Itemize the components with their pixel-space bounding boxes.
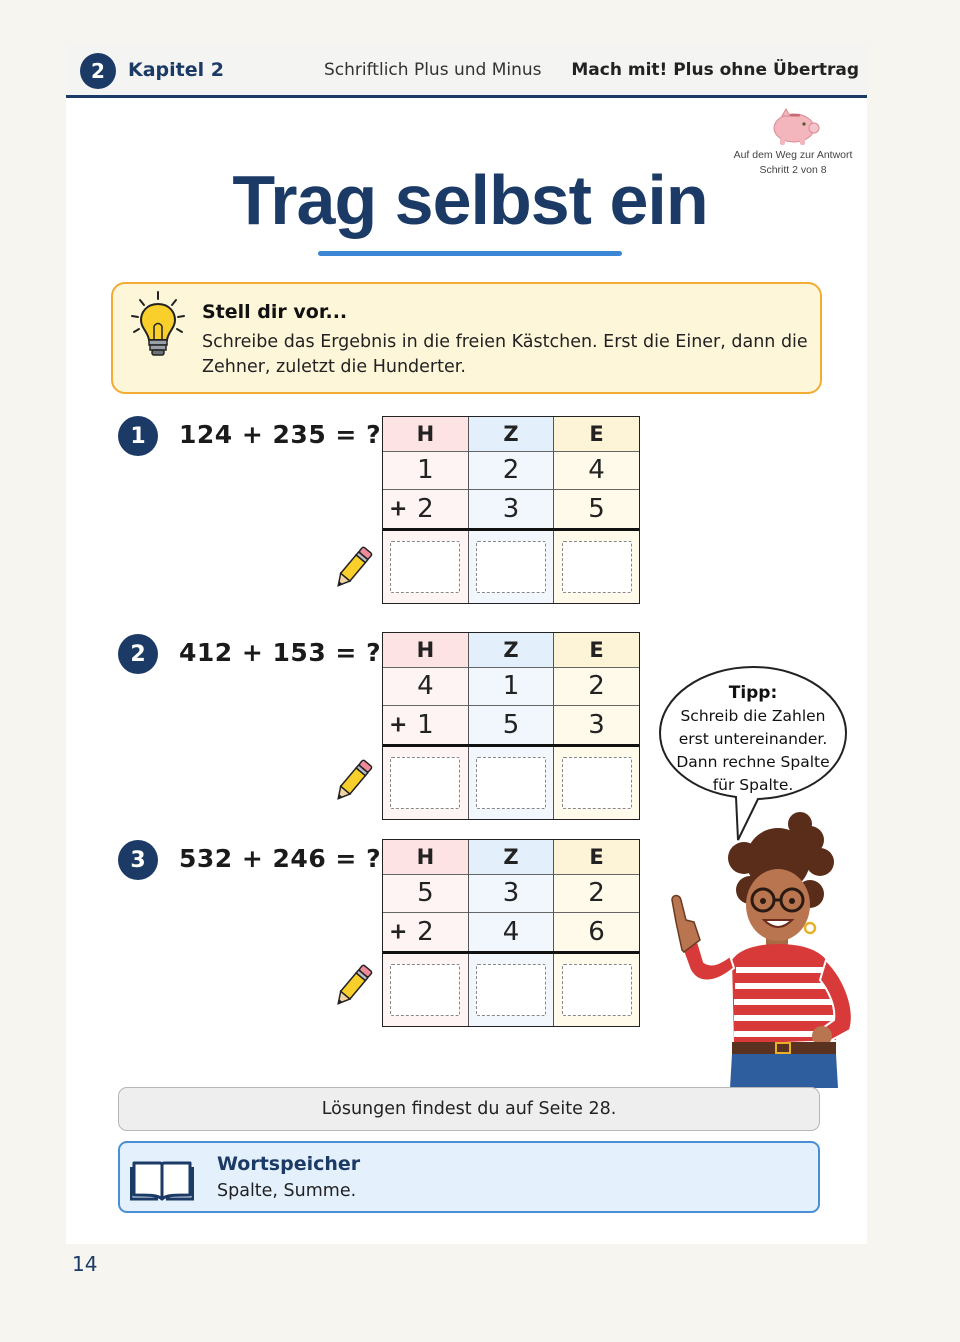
progress-line-1: Auf dem Weg zur Antwort [733, 149, 853, 161]
pencil-icon [328, 543, 378, 593]
lightbulb-icon [127, 290, 189, 360]
digit-cell: 3 [468, 874, 553, 912]
task-number-badge: 1 [118, 416, 158, 456]
digit-cell: 6 [554, 912, 639, 952]
chapter-number-badge: 2 [80, 53, 116, 89]
column-header-h: H [383, 840, 468, 874]
section-title: Mach mit! Plus ohne Übertrag [571, 60, 859, 80]
chapter-label: Kapitel 2 [128, 59, 224, 81]
digit-cell: 1 [383, 451, 468, 489]
tip-line: erst untereinander. [678, 730, 828, 748]
digit-cell: 4 [383, 667, 468, 705]
answer-cell-z [468, 745, 553, 819]
digit-cell: 4 [468, 912, 553, 952]
column-header-z: Z [468, 417, 553, 451]
digit-cell [383, 705, 468, 745]
title-underline [318, 251, 622, 256]
tip-text [660, 682, 846, 797]
answer-box-hundreds[interactable] [390, 757, 460, 809]
pencil-icon [328, 756, 378, 806]
chapter-header [66, 44, 867, 98]
digit: 2 [417, 916, 434, 947]
column-header-z: Z [468, 840, 553, 874]
column-header-z: Z [468, 633, 553, 667]
digit-cell: 2 [468, 451, 553, 489]
digit: 1 [417, 709, 434, 740]
answer-box-ones[interactable] [562, 541, 632, 593]
tip-line: Schreib die Zahlen [680, 707, 826, 725]
task-equation: 532 + 246 = ? [179, 844, 382, 873]
word-store-box [118, 1141, 820, 1213]
column-header-e: E [554, 417, 639, 451]
digit-cell [383, 912, 468, 952]
tip-line: Dann rechne Spalte [676, 753, 830, 771]
digit-cell: 4 [554, 451, 639, 489]
girl-illustration [660, 810, 860, 1088]
page-number: 14 [72, 1252, 98, 1276]
digit-cell: 5 [383, 874, 468, 912]
hint-box [111, 282, 822, 394]
digit-cell: 5 [468, 705, 553, 745]
digit-cell: 5 [554, 489, 639, 529]
task-equation: 124 + 235 = ? [179, 420, 382, 449]
chapter-topic: Schriftlich Plus und Minus [324, 60, 542, 80]
task-number-badge: 3 [118, 840, 158, 880]
digit-cell [383, 489, 468, 529]
digit-cell: 2 [554, 874, 639, 912]
plus-sign: + [389, 712, 408, 737]
place-value-grid [382, 839, 640, 1027]
plus-sign: + [389, 919, 408, 944]
column-header-h: H [383, 633, 468, 667]
hint-title: Stell dir vor... [202, 301, 348, 323]
answer-box-ones[interactable] [562, 964, 632, 1016]
answer-cell-e [554, 745, 639, 819]
task-equation: 412 + 153 = ? [179, 638, 382, 667]
answer-cell-z [468, 529, 553, 603]
answer-cell-e [554, 529, 639, 603]
digit-cell: 2 [554, 667, 639, 705]
answer-box-hundreds[interactable] [390, 541, 460, 593]
answer-cell-h [383, 952, 468, 1026]
answer-box-tens[interactable] [476, 541, 546, 593]
tip-line: für Spalte. [712, 776, 794, 794]
digit-cell: 3 [554, 705, 639, 745]
digit-cell: 1 [468, 667, 553, 705]
answer-box-tens[interactable] [476, 757, 546, 809]
page-title: Trag selbst ein [232, 161, 708, 239]
progress-line-2: Schritt 2 von 8 [759, 164, 827, 176]
answer-cell-z [468, 952, 553, 1026]
answer-cell-h [383, 529, 468, 603]
answer-box-ones[interactable] [562, 757, 632, 809]
column-header-h: H [383, 417, 468, 451]
open-book-icon [130, 1155, 194, 1203]
pencil-icon [328, 961, 378, 1011]
solutions-hint: Lösungen findest du auf Seite 28. [118, 1087, 820, 1131]
column-header-e: E [554, 840, 639, 874]
word-store-text: Spalte, Summe. [217, 1181, 357, 1201]
answer-box-tens[interactable] [476, 964, 546, 1016]
word-store-title: Wortspeicher [217, 1153, 361, 1175]
plus-sign: + [389, 496, 408, 521]
tip-title: Tipp: [728, 683, 778, 703]
piggy-bank-icon [768, 106, 820, 146]
place-value-grid [382, 416, 640, 604]
answer-box-hundreds[interactable] [390, 964, 460, 1016]
digit: 2 [417, 493, 434, 524]
place-value-grid [382, 632, 640, 820]
column-header-e: E [554, 633, 639, 667]
answer-cell-h [383, 745, 468, 819]
hint-text: Schreibe das Ergebnis in die freien Kästchen. Erst die Einer, dann die Zehner, zuletzt die Hunderter. [202, 332, 808, 377]
answer-cell-e [554, 952, 639, 1026]
digit-cell: 3 [468, 489, 553, 529]
task-number-badge: 2 [118, 634, 158, 674]
